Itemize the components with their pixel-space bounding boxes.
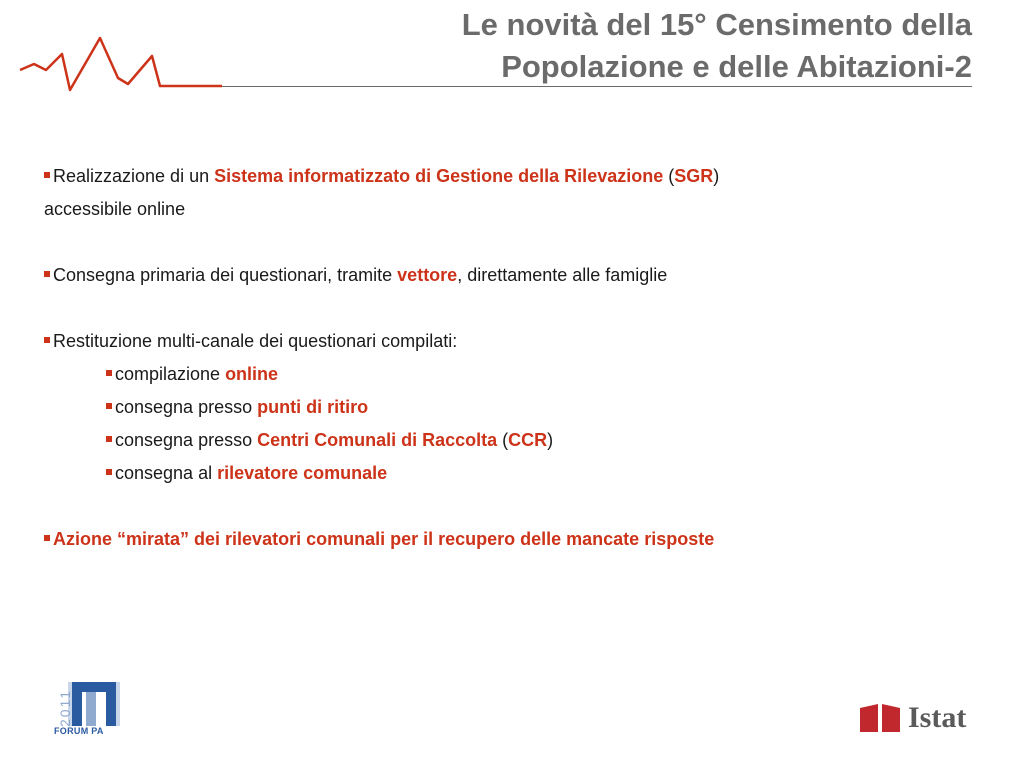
bullet-text: compilazione: [115, 364, 226, 384]
pulse-line-icon: [0, 0, 230, 100]
bullet-text: ): [547, 430, 554, 450]
sub-bullet-ccr: [44, 424, 994, 457]
highlight-text: SGR: [674, 166, 714, 186]
forum-pa-logo: [52, 678, 124, 740]
highlight-text: rilevatore comunale: [217, 463, 388, 483]
bullet-text: accessibile online: [44, 199, 186, 219]
title-underline: [222, 86, 972, 87]
highlight-text: punti di ritiro: [257, 397, 369, 417]
bullet-text: Realizzazione di un: [53, 166, 215, 186]
istat-mark-icon: [858, 702, 904, 734]
sub-bullet-punti-ritiro: [44, 391, 994, 424]
bullet-vettore: [44, 259, 994, 292]
highlight-text: vettore: [397, 265, 458, 285]
bullet-text: ): [713, 166, 720, 186]
bullet-sgr: [44, 160, 994, 226]
square-bullet-icon: [106, 436, 112, 442]
bullet-text: (: [663, 166, 675, 186]
page-title: [332, 4, 972, 88]
sub-bullet-online: [44, 358, 994, 391]
square-bullet-icon: [44, 535, 50, 541]
forum-name: FORUM PA: [54, 726, 104, 736]
bullet-text: , direttamente alle famiglie: [457, 265, 668, 285]
square-bullet-icon: [106, 469, 112, 475]
square-bullet-icon: [106, 403, 112, 409]
title-line-1: Le novità del 15° Censimento della: [461, 7, 972, 42]
istat-logo: [858, 698, 978, 738]
bullet-text: consegna al: [115, 463, 218, 483]
highlight-text: online: [225, 364, 279, 384]
bullet-text: Consegna primaria dei questionari, tramite: [53, 265, 398, 285]
forum-year: 2011: [57, 688, 74, 728]
square-bullet-icon: [44, 337, 50, 343]
bullet-text: Restituzione multi-canale dei questionari compilati:: [53, 331, 458, 351]
title-line-2: Popolazione e delle Abitazioni-2: [501, 49, 972, 84]
bullet-azione-mirata: [44, 523, 994, 556]
slide-content: [44, 160, 994, 556]
bullet-restituzione: [44, 325, 994, 358]
bullet-text: consegna presso: [115, 397, 258, 417]
highlight-text: CCR: [508, 430, 548, 450]
square-bullet-icon: [106, 370, 112, 376]
highlight-text: Centri Comunali di Raccolta: [257, 430, 498, 450]
sub-bullet-rilevatore: [44, 457, 994, 490]
highlight-text: Sistema informatizzato di Gestione della Rilevazione: [214, 166, 664, 186]
square-bullet-icon: [44, 271, 50, 277]
square-bullet-icon: [44, 172, 50, 178]
istat-name: Istat: [908, 701, 967, 734]
bullet-text: (: [497, 430, 509, 450]
highlight-text: Azione “mirata” dei rilevatori comunali per il recupero delle mancate risposte: [53, 529, 715, 549]
bullet-text: consegna presso: [115, 430, 258, 450]
